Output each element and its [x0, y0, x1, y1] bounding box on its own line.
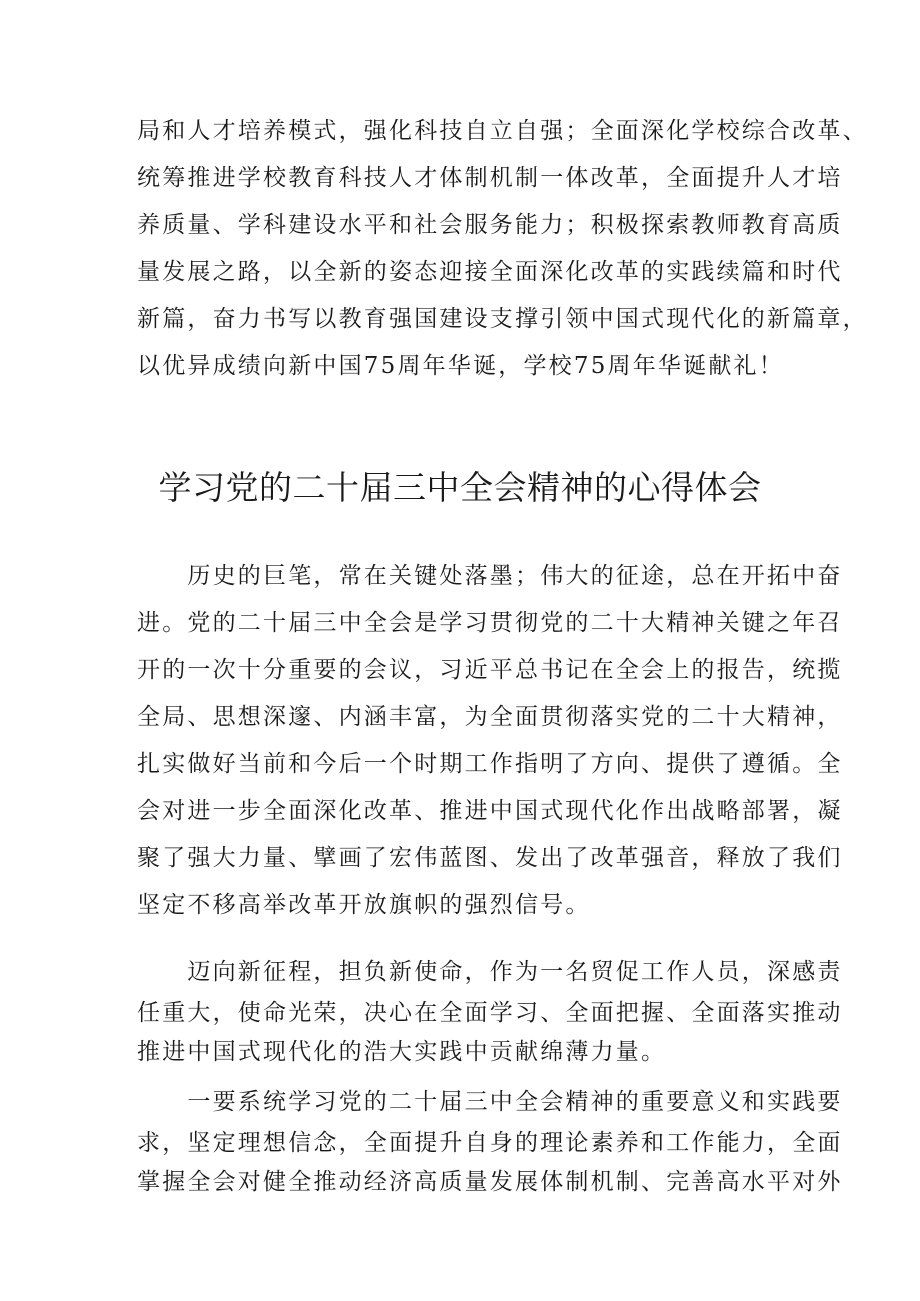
paragraph-line: 迈向新征程，担负新使命，作为一名贸促工作人员，深感责 — [137, 959, 843, 985]
paragraph-line: 会对进一步全面深化改革、推进中国式现代化作出战略部署，凝 — [137, 798, 843, 824]
paragraph-3 — [137, 1080, 843, 1202]
document-title: 学习党的二十届三中全会精神的心得体会 — [158, 468, 762, 507]
paragraph-line: 养质量、学科建设水平和社会服务能力；积极探索教师教育高质 — [137, 212, 843, 238]
paragraph-line: 任重大，使命光荣，决心在全面学习、全面把握、全面落实推动 — [137, 1000, 843, 1026]
paragraph-line: 开的一次十分重要的会议，习近平总书记在全会上的报告，统揽 — [137, 657, 843, 683]
paragraph-line: 新篇，奋力书写以教育强国建设支撑引领中国式现代化的新篇章， — [137, 306, 868, 332]
paragraph-line: 聚了强大力量、擘画了宏伟蓝图、发出了改革强音，释放了我们 — [137, 845, 843, 871]
paragraph-line: 坚定不移高举改革开放旗帜的强烈信号。 — [137, 892, 591, 918]
paragraph-line: 一要系统学习党的二十届三中全会精神的重要意义和实践要 — [137, 1089, 843, 1115]
intro-paragraph — [137, 108, 868, 390]
paragraph-line: 扎实做好当前和今后一个时期工作指明了方向、提供了遵循。全 — [137, 751, 843, 777]
paragraph-line: 以优异成绩向新中国75周年华诞，学校75周年华诞献礼！ — [137, 353, 784, 379]
paragraph-line: 统筹推进学校教育科技人才体制机制一体改革，全面提升人才培 — [137, 165, 843, 191]
paragraph-line: 掌握全会对健全推动经济高质量发展体制机制、完善高水平对外 — [137, 1169, 843, 1195]
paragraph-line: 推进中国式现代化的浩大实践中贡献绵薄力量。 — [137, 1039, 667, 1065]
paragraph-line: 求，坚定理想信念，全面提升自身的理论素养和工作能力，全面 — [137, 1130, 843, 1156]
paragraph-line: 量发展之路，以全新的姿态迎接全面深化改革的实践续篇和时代 — [137, 259, 843, 285]
paragraph-line: 局和人才培养模式，强化科技自立自强；全面深化学校综合改革、 — [137, 118, 868, 144]
paragraph-line: 进。党的二十届三中全会是学习贯彻党的二十大精神关键之年召 — [137, 610, 843, 636]
paragraph-line: 全局、思想深邃、内涵丰富，为全面贯彻落实党的二十大精神， — [137, 704, 843, 730]
paragraph-2 — [137, 950, 843, 1072]
paragraph-line: 历史的巨笔，常在关键处落墨；伟大的征途，总在开拓中奋 — [137, 563, 843, 589]
paragraph-1 — [137, 553, 843, 929]
